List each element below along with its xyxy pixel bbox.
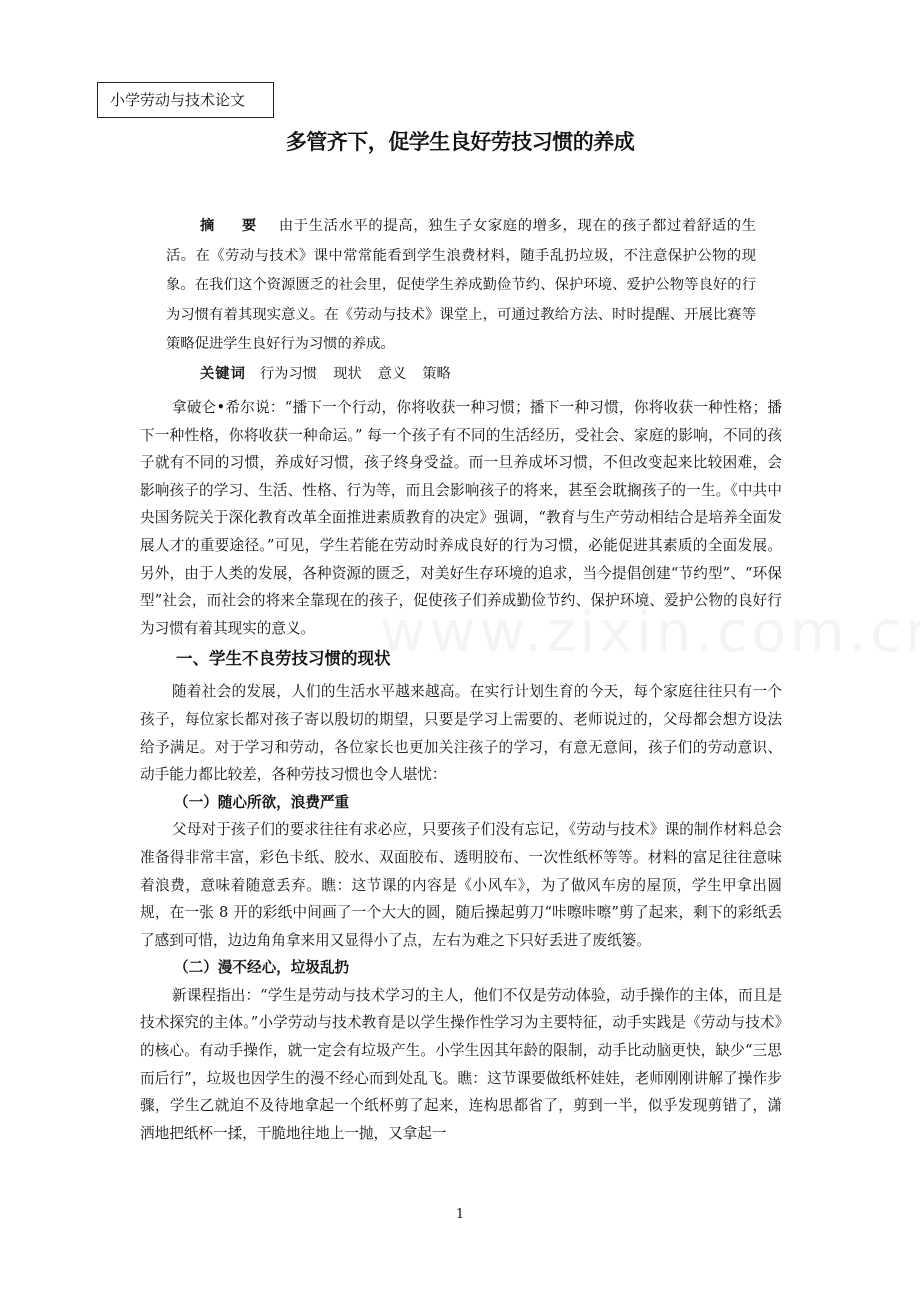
body-text [140,394,782,1147]
keywords-line [166,360,756,390]
category-tag: 小学劳动与技术论文 [110,91,246,109]
keyword-item: 行为习惯 [259,365,318,382]
section-heading: 一、学生不良劳技习惯的现状 [176,649,391,669]
keyword-item: 现状 [333,365,362,382]
abstract-block [166,212,756,389]
subsection-paragraph: 新课程指出：“学生是劳动与技术学习的主人，他们不仅是劳动体验，动手操作的主体，而且是技术探究的主体。”小学劳动与技术教育是以学生操作性学习为主要特征，动手实践是《劳动与技术》的核心。有动手操作，就一定会有垃圾产生。小学生因其年龄的限制，动手比动脑更快，缺少“三思而后行”，垃圾也因学生的漫不经心而到处乱飞。瞧：这节课要做纸杯娃娃，老师刚刚讲解了操作步骤，学生乙就迫不及待地拿起一个纸杯剪了起来，连构思都省了，剪到一半，似乎发现剪错了，潇洒地把纸杯一揉，干脆地往地上一抛，又拿起一 [140,986,782,1142]
section-paragraph: 随着社会的发展，人们的生活水平越来越高。在实行计划生育的今天，每个家庭往往只有一个孩子，每位家长都对孩子寄以殷切的期望，只要是学习上需要的、老师说过的，父母都会想方设法给予满足。对于学习和劳动，各位家长也更加关注孩子的学习，有意无意间，孩子们的劳动意识、动手能力都比较差，各种劳技习惯也令人堪忧： [140,683,782,784]
category-tag-box [97,82,274,118]
abstract-text: 由于生活水平的提高，独生子女家庭的增多，现在的孩子都过着舒适的生活。在《劳动与技术》课中常常能看到学生浪费材料，随手乱扔垃圾，不注意保护公物的现象。在我们这个资源匮乏的社会里，促使学生养成勤俭节约、保护环境、爱护公物等良好的行为习惯有着其现实意义。在《劳动与技术》课堂上，可通过教给方法、时时提醒、开展比赛等策略促进学生良好行为习惯的养成。 [166,218,757,352]
subsection-paragraph: 父母对于孩子们的要求往往有求必应，只要孩子们没有忘记，《劳动与技术》课的制作材料总会准备得非常丰富，彩色卡纸、胶水、双面胶布、透明胶布、一次性纸杯等等。材料的富足往往意味着浪费，意味着随意丢弃。瞧：这节课的内容是《小风车》，为了做风车房的屋顶，学生甲拿出圆规，在一张 8 开的彩纸中间画了一个大大的圆，随后操起剪刀“咔嚓咔嚓”剪了起来，剩下的彩纸丢了感到可惜，边边角角拿来用又显得小了点，左右为难之下只好丢进了废纸篓。 [140,821,782,949]
keyword-item: 意义 [377,365,407,382]
subsection-heading: （一）随心所欲，浪费严重 [174,793,350,811]
keywords-label: 关键词 [200,365,246,382]
page-number: 1 [455,1207,465,1222]
abstract-label: 摘 要 [200,218,263,234]
subsection-heading: （二）漫不经心，垃圾乱扔 [174,959,350,977]
keyword-item: 策略 [422,365,451,382]
abstract-paragraph [166,212,756,360]
paper-title: 多管齐下，促学生良好劳技习惯的养成 [285,130,635,154]
intro-paragraph: 拿破仑•希尔说：“播下一个行动，你将收获一种习惯；播下一种习惯，你将收获一种性格；播下一种性格，你将收获一种命运。” 每一个孩子有不同的生活经历，受社会、家庭的影响，不同的孩子就有不同的习惯，养成好习惯，孩子终身受益。而一旦养成坏习惯，不但改变起来比较困难，会影响孩子的学习、生活、性格、行为等，而且会影响孩子的将来，甚至会耽搁孩子的一生。《中共中央国务院关于深化教育改革全面推进素质教育的决定》强调，“教育与生产劳动相结合是培养全面发展人才的重要途径。”可见，学生若能在劳动时养成良好的行为习惯，必能促进其素质的全面发展。另外，由于人类的发展，各种资源的匮乏，对美好生存环境的追求，当今提倡创建“节约型”、“环保型”社会，而社会的将来全靠现在的孩子，促使孩子们养成勤俭节约、保护环境、爱护公物的良好行为习惯有着其现实的意义。 [140,399,782,637]
